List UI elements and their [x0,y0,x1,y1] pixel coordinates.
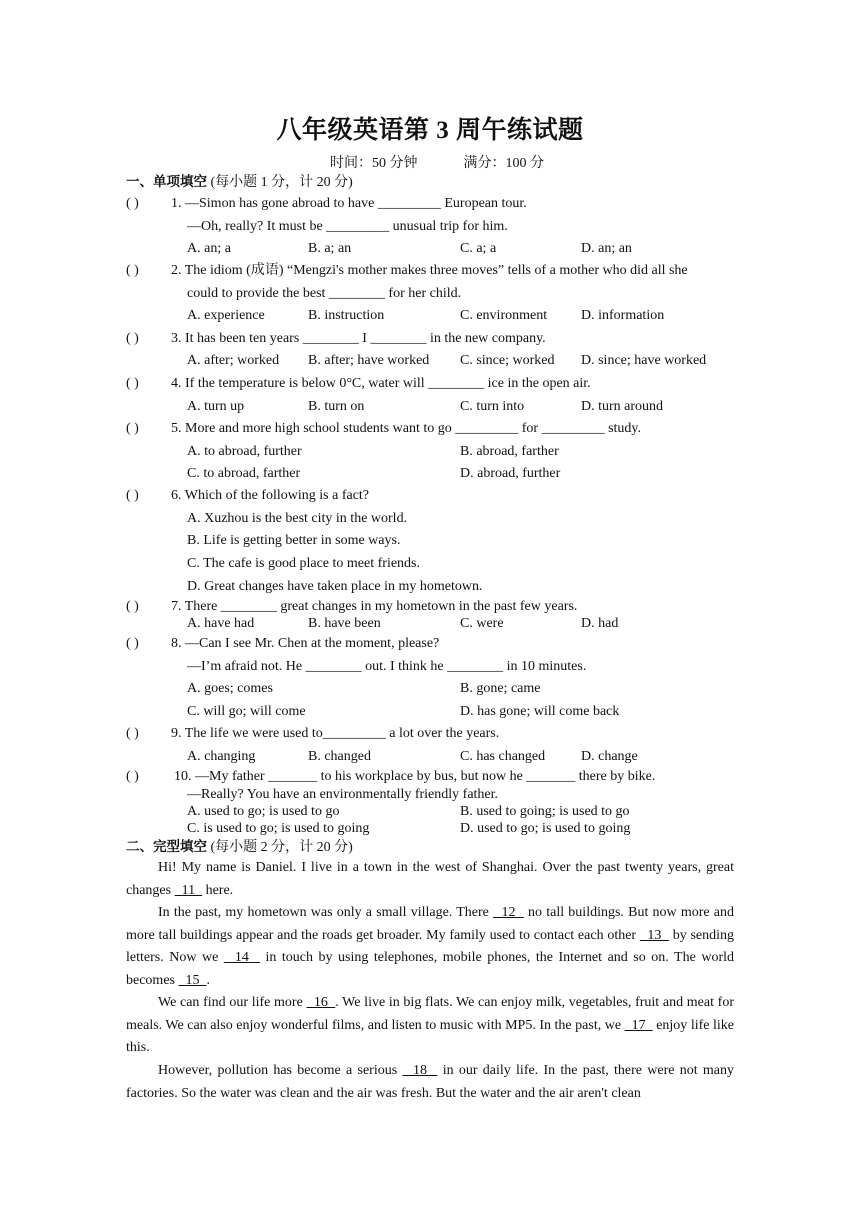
answer-option[interactable]: B. Life is getting better in some ways. [187,533,401,548]
passage-paragraph [126,1060,734,1105]
passage-text: in our daily life. In the past, there were not many factories. So the water was clean and the air was fresh. But the water and the air aren't clean [126,1063,734,1101]
answer-bracket[interactable]: ( ) [126,331,139,346]
question-stem-cont: —Really? You have an environmentally friendly father. [187,787,499,802]
page-title: 八年级英语第 3 周午练试题 [276,117,584,144]
answer-option[interactable]: A. have had [187,616,255,631]
passage-text: In the past, my hometown was only a small village. There [158,905,494,920]
section-1-title: 一、单项填空 [126,174,207,190]
answer-bracket[interactable]: ( ) [126,726,139,741]
answer-option[interactable]: A. after; worked [187,353,280,368]
question-stem-cont: could to provide the best ________ for her child. [187,286,462,301]
answer-option[interactable]: A. used to go; is used to go [187,804,340,819]
question-stem: 9. The life we were used to_________ a lot over the years. [171,726,500,741]
answer-option[interactable]: D. abroad, further [460,466,561,481]
cloze-blank[interactable]: 12 [493,905,524,920]
cloze-blank[interactable]: 15 [178,972,207,988]
passage-text: Hi! My name is Daniel. I live in a town in the west of Shanghai. Over the past twenty years, great changes [126,860,734,898]
answer-option[interactable]: B. after; have worked [308,353,430,368]
answer-option[interactable]: C. is used to go; is used to going [187,821,370,836]
question-stem: 1. —Simon has gone abroad to have _________ European tour. [171,196,527,211]
answer-option[interactable]: A. Xuzhou is the best city in the world. [187,511,408,526]
passage-paragraph [126,902,734,992]
answer-bracket[interactable]: ( ) [126,263,139,278]
answer-option[interactable]: B. changed [308,749,371,764]
answer-option[interactable]: D. turn around [581,399,664,414]
answer-bracket[interactable]: ( ) [126,636,139,651]
passage-text: However, pollution has become a serious [158,1063,403,1078]
question-stem-cont: —I’m afraid not. He ________ out. I think he ________ in 10 minutes. [187,659,587,674]
answer-option[interactable]: A. turn up [187,399,245,414]
answer-option[interactable]: C. since; worked [460,353,555,368]
answer-option[interactable]: A. an; a [187,241,231,256]
passage-text: in touch by using telephones, mobile phones, the Internet and so on. The world becomes [126,950,734,988]
exam-meta [330,152,544,172]
passage-paragraph [126,992,734,1060]
passage-text: We can find our life more [158,995,307,1010]
answer-option[interactable]: C. were [460,616,504,631]
section-2-heading [126,838,353,857]
answer-option[interactable]: C. to abroad, farther [187,466,301,481]
question-stem: 7. There ________ great changes in my hometown in the past few years. [171,599,578,614]
answer-option[interactable]: A. experience [187,308,265,323]
cloze-blank[interactable]: 18 [402,1063,438,1078]
question-stem: 8. —Can I see Mr. Chen at the moment, please? [171,636,440,651]
answer-option[interactable]: C. a; a [460,241,497,256]
answer-option[interactable]: A. changing [187,749,256,764]
passage-text: enjoy life like this. [126,1017,734,1055]
passage-text: . [206,972,210,988]
answer-option[interactable]: B. gone; came [460,681,541,696]
answer-bracket[interactable]: ( ) [126,196,139,211]
passage-paragraph [126,857,734,902]
question-stem: 4. If the temperature is below 0°C, water will ________ ice in the open air. [171,376,591,391]
answer-option[interactable]: C. The cafe is good place to meet friends. [187,556,420,571]
answer-option[interactable]: C. will go; will come [187,704,306,719]
time-limit: 时间：50 分钟 [330,156,418,171]
question-stem: 5. More and more high school students want to go _________ for _________ study. [171,421,641,436]
section-1-heading [126,173,353,192]
answer-option[interactable]: D. since; have worked [581,353,707,368]
question-stem: 6. Which of the following is a fact? [171,488,370,503]
answer-bracket[interactable]: ( ) [126,769,139,784]
answer-bracket[interactable]: ( ) [126,421,139,436]
cloze-blank[interactable]: 17 [624,1017,653,1033]
answer-bracket[interactable]: ( ) [126,488,139,503]
question-stem: 10. —My father _______ to his workplace by bus, but now he _______ there by bike. [174,769,656,784]
cloze-blank[interactable]: 13 [639,927,669,943]
answer-option[interactable]: A. goes; comes [187,681,273,696]
question-stem: 3. It has been ten years ________ I ________ in the new company. [171,331,546,346]
answer-option[interactable]: B. instruction [308,308,385,323]
section-1-note: (每小题 1 分，计 20 分) [210,175,353,190]
answer-option[interactable]: B. a; an [308,241,352,256]
passage-text: . We live in big flats. We can enjoy milk, vegetables, fruit and meat for meals. We can also enjoy wonderful films, and listen to music with MP5. In the past, we [126,995,734,1033]
cloze-blank[interactable]: 11 [174,882,203,898]
answer-option[interactable]: D. change [581,749,638,764]
answer-option[interactable]: B. used to going; is used to go [460,804,630,819]
question-stem-cont: —Oh, really? It must be _________ unusual trip for him. [187,219,508,234]
answer-option[interactable]: B. turn on [308,399,365,414]
answer-option[interactable]: C. environment [460,308,548,323]
cloze-blank[interactable]: 16 [306,995,336,1010]
answer-bracket[interactable]: ( ) [126,376,139,391]
section-2-title: 二、完型填空 [126,839,207,855]
answer-bracket[interactable]: ( ) [126,599,139,614]
answer-option[interactable]: D. Great changes have taken place in my hometown. [187,579,483,594]
full-score: 满分：100 分 [463,156,544,171]
answer-option[interactable]: D. an; an [581,241,632,256]
answer-option[interactable]: C. turn into [460,399,525,414]
question-stem: 2. The idiom (成语) “Mengzi's mother makes three moves” tells of a mother who did all she [171,263,688,278]
answer-option[interactable]: D. used to go; is used to going [460,821,631,836]
answer-option[interactable]: D. information [581,308,665,323]
passage-text: by sending letters. Now we [126,927,735,965]
answer-option[interactable]: B. have been [308,616,381,631]
answer-option[interactable]: A. to abroad, further [187,444,302,459]
cloze-blank[interactable]: 14 [223,950,260,965]
answer-option[interactable]: B. abroad, farther [460,444,559,459]
answer-option[interactable]: D. has gone; will come back [460,704,620,719]
passage-text: here. [202,882,234,898]
passage-text: no tall buildings. But now more and more tall buildings appear and the roads get broader. My family used to contact each other [126,905,734,943]
answer-option[interactable]: C. has changed [460,749,546,764]
answer-option[interactable]: D. had [581,616,619,631]
section-2-note: (每小题 2 分，计 20 分) [210,840,353,855]
